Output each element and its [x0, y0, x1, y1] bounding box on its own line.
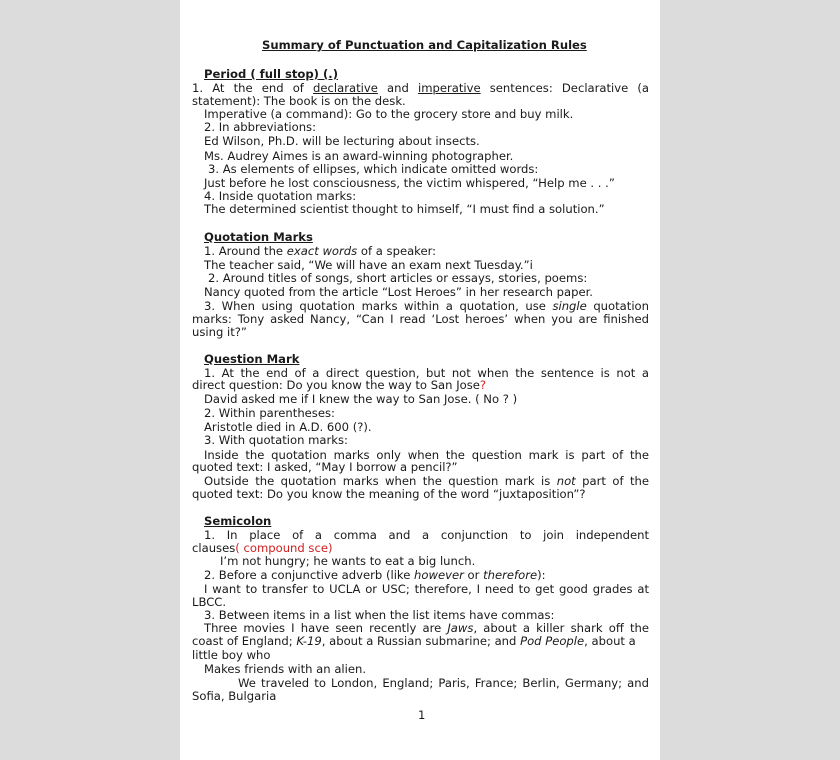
quotation-heading: Quotation Marks: [204, 230, 313, 244]
compound-annotation: ( compound sce): [235, 541, 333, 555]
question-rule-1-line2: [192, 379, 486, 393]
movies-line2-post: , about a: [584, 634, 636, 648]
question-rule-2: 2. Within parentheses:: [204, 406, 335, 420]
semicolon-movies-line4: Makes friends with an alien.: [204, 662, 367, 676]
period-heading: Period ( full stop) (.): [204, 67, 339, 81]
quotation-rule-3-line2: marks: Tony asked Nancy, “Can I read ‘Lost heroes’ when you are finished: [192, 312, 649, 326]
period-rule-3: 3. As elements of ellipses, which indicate omitted words:: [208, 162, 539, 176]
movies-line2-pre: coast of England;: [192, 634, 297, 648]
movies-line1-post: , about a killer shark off the: [473, 621, 650, 635]
semicolon-travel-line1: We traveled to London, England; Paris, France; Berlin, Germany; and: [238, 676, 649, 690]
semicolon-rule-1: 1. In place of a comma and a conjunction to join independent: [204, 528, 649, 542]
period-rule-1-line2: statement): The book is on the desk.: [192, 94, 406, 108]
semicolon-movies-line3: little boy who: [192, 648, 271, 662]
period-example-ellipsis: Just before he lost consciousness, the victim whispered, “Help me . . .”: [204, 176, 615, 190]
page-number: 1: [418, 708, 426, 722]
however-term: however: [414, 568, 464, 582]
movies-line2-mid: , about a Russian submarine; and: [321, 634, 521, 648]
quotation-rule-1: [204, 245, 436, 259]
k19-title: K-19: [296, 634, 322, 648]
semicolon-rule-3: 3. Between items in a list when the list items have commas:: [204, 608, 555, 622]
question-outside-pre: Outside the quotation marks when the question mark is: [204, 474, 551, 488]
semicolon-rule-2-pre: 2. Before a conjunctive adverb (like: [204, 568, 415, 582]
question-outside-line2: quoted text: Do you know the meaning of the word “juxtaposition”?: [192, 487, 586, 501]
jaws-title: Jaws: [447, 621, 474, 635]
quotation-rule-3-line3: using it?”: [192, 325, 247, 339]
semicolon-heading: Semicolon: [204, 514, 272, 528]
question-inside-line1: Inside the quotation marks only when the question mark is part of the: [204, 448, 649, 462]
semicolon-travel-line2: Sofia, Bulgaria: [192, 689, 277, 703]
period-rule-2: 2. In abbreviations:: [204, 120, 317, 134]
semicolon-example-hungry: I’m not hungry; he wants to eat a big lunch.: [220, 554, 476, 568]
question-example-aristotle: Aristotle died in A.D. 600 (?).: [204, 420, 372, 434]
red-question-mark: ?: [479, 378, 487, 392]
period-rule-1-tail: sentences: Declarative (a: [489, 81, 650, 95]
question-example-david: David asked me if I knew the way to San Jose. ( No ? ): [204, 392, 518, 406]
imperative-term: imperative: [417, 81, 481, 95]
period-example-wilson: Ed Wilson, Ph.D. will be lecturing about insects.: [204, 134, 480, 148]
question-rule-1-line2-text: direct question: Do you know the way to San Jose: [192, 378, 480, 392]
period-example-quote: The determined scientist thought to himself, “I must find a solution.”: [204, 202, 605, 216]
semicolon-example-ucla-line2: LBCC.: [192, 595, 227, 609]
period-example-aimes: Ms. Audrey Aimes is an award-winning photographer.: [204, 149, 514, 163]
semicolon-rule-2-or: or: [463, 568, 484, 582]
quotation-rule-3-pre: 3. When using quotation marks within a quotation, use: [204, 299, 546, 313]
therefore-term: therefore: [483, 568, 538, 582]
page-title: Summary of Punctuation and Capitalization Rules: [262, 38, 587, 52]
semicolon-example-ucla: I want to transfer to UCLA or USC; therefore, I need to get good grades at: [204, 582, 649, 596]
question-inside-line2: quoted text: I asked, “May I borrow a pencil?”: [192, 460, 458, 474]
question-rule-3: 3. With quotation marks:: [204, 433, 348, 447]
movies-line1-pre: Three movies I have seen recently are: [204, 621, 442, 635]
document-page: [180, 0, 660, 760]
semicolon-movies-line2: [192, 635, 636, 649]
quotation-rule-1-pre: 1. Around the: [204, 244, 287, 258]
exact-words-term: exact words: [286, 244, 358, 258]
quotation-example-teacher: The teacher said, “We will have an exam next Tuesday.”i: [204, 258, 533, 272]
pod-people-title: Pod People: [520, 634, 585, 648]
period-rule-1-num: 1. At the end of: [192, 81, 304, 95]
quotation-rule-2: 2. Around titles of songs, short articles or essays, stories, poems:: [208, 271, 588, 285]
question-heading: Question Mark: [204, 352, 300, 366]
quotation-rule-1-post: of a speaker:: [357, 244, 437, 258]
question-outside-post: part of the: [582, 474, 649, 488]
question-rule-1: 1. At the end of a direct question, but not when the sentence is not a: [204, 366, 649, 380]
quotation-rule-3-post: quotation: [593, 299, 649, 313]
period-rule-4: 4. Inside quotation marks:: [204, 189, 357, 203]
semicolon-rule-2-post: ):: [537, 568, 546, 582]
period-rule-1-and: and: [387, 81, 409, 95]
semicolon-rule-1-clauses: clauses: [192, 541, 236, 555]
period-rule-1-line3: Imperative (a command): Go to the grocery store and buy milk.: [204, 107, 574, 121]
not-term: not: [556, 474, 576, 488]
quotation-example-nancy: Nancy quoted from the article “Lost Heroes” in her research paper.: [204, 285, 593, 299]
semicolon-rule-2: [204, 569, 546, 583]
single-term: single: [552, 299, 587, 313]
declarative-term: declarative: [313, 81, 378, 95]
